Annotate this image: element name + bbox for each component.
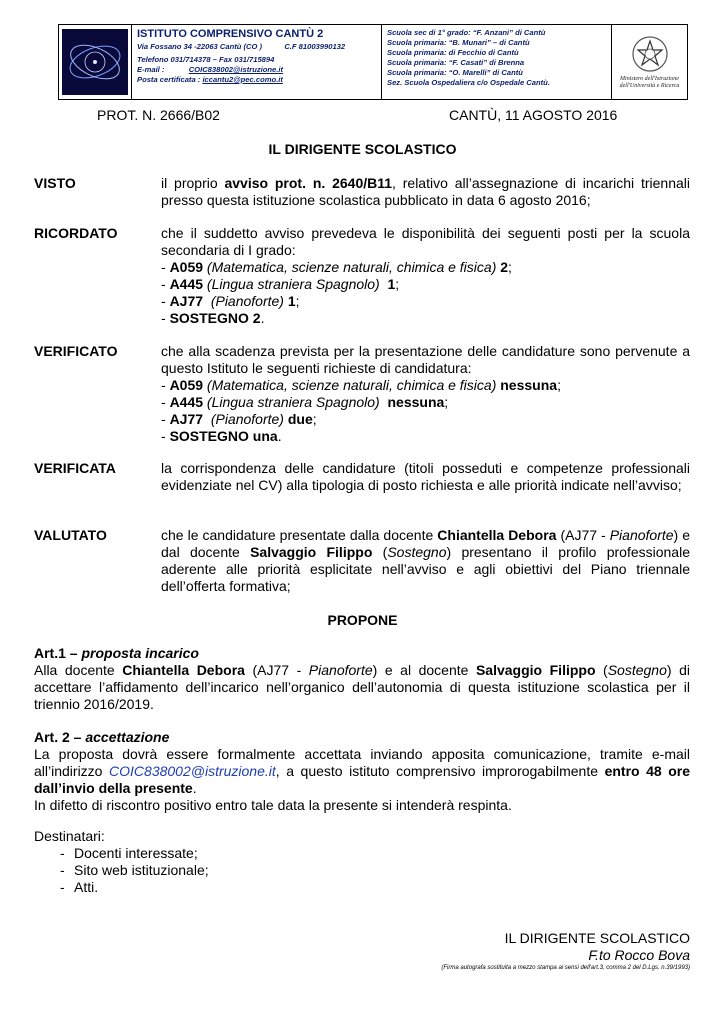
- verificata-text: la corrispondenza delle candidature (titoli posseduti e competenze professionali evidenziate nel CV) alla tipologia di posto richiesta e alle priorità indicate nell’avviso;: [161, 460, 690, 493]
- school-email-link[interactable]: COIC838002@istruzione.it: [188, 65, 284, 74]
- branch-item: Scuola primaria: di Fecchio di Cantù: [387, 48, 519, 57]
- valutato-label: VALUTATO: [34, 527, 107, 543]
- list-item: - A059 (Matematica, scienze naturali, chimica e fisica) 2;: [161, 259, 512, 275]
- school-branches: [382, 25, 612, 99]
- section-valutato: VALUTATO che le candidature presentate dalla docente Chiantella Debora (AJ77 - Pianoforte) e dal docente Salvaggio Filippo (Sostegno) presentano il profilo professionale aderente alle priorità esplicitate nell’avviso e agli obiettivi del Piano triennale dell’offerta formativa;: [34, 527, 691, 594]
- school-phone: Telefono 031/714378 – Fax 031/715894: [137, 55, 275, 64]
- ministry-block: [612, 25, 687, 99]
- acceptance-email-link[interactable]: COIC838002@istruzione.it: [109, 763, 276, 779]
- article-2-text: La proposta dovrà essere formalmente accettata inviando apposita comunicazione, tramite e-mail all’indirizzo COIC838002@istruzione.it, a questo istituto comprensivo improrogabilmente entro 48 ore dall’invio della presente.: [34, 746, 691, 796]
- branch-item: Sez. Scuola Ospedaliera c/o Ospedale Cantù.: [387, 78, 550, 87]
- article-2-heading: Art. 2 – accettazione: [34, 729, 170, 745]
- ricordato-intro: che il suddetto avviso prevedeva le disponibilità dei seguenti posti per la scuola secondaria di I grado:: [161, 225, 690, 258]
- section-visto: VISTO il proprio avviso prot. n. 2640/B11, relativo all’assegnazione di incarichi triennali presso questa istituzione scolastica pubblicato in data 6 agosto 2016;: [34, 175, 690, 208]
- branch-item: Scuola primaria: “B. Munari” – di Cantù: [387, 38, 530, 47]
- signature-name: F.to Rocco Bova: [588, 947, 690, 963]
- visto-label: VISTO: [34, 175, 76, 191]
- recipients-list: [34, 845, 690, 896]
- signature-role: IL DIRIGENTE SCOLASTICO: [504, 930, 690, 946]
- section-ricordato: [34, 225, 690, 327]
- recipients: [34, 828, 690, 896]
- article-1-heading: Art.1 – proposta incarico: [34, 645, 199, 661]
- verificato-label: VERIFICATO: [34, 343, 118, 359]
- branch-item: Scuola primaria: “F. Casati” di Brenna: [387, 58, 525, 67]
- branch-item: Scuola sec di 1° grado: “F. Anzani” di Cantù: [387, 28, 546, 37]
- signature-note: (Firma autografa sostituita a mezzo stampa ai sensi dell'art.3, comma 2 del D.Lgs. n.39/1993): [441, 965, 690, 971]
- ministry-line2: dell'Università e Ricerca: [619, 83, 680, 89]
- school-pec-link[interactable]: iccantu2@pec.como.it: [202, 75, 283, 84]
- article-2-note: In difetto di riscontro positivo entro tale data la presente si intenderà respinta.: [34, 797, 512, 813]
- list-item: - Docenti interessate;: [34, 845, 690, 862]
- ministry-line1: Ministero dell'Istruzione: [620, 76, 679, 82]
- verificata-label: VERIFICATA: [34, 460, 116, 476]
- list-item: - Sito web istituzionale;: [34, 862, 690, 879]
- email-label: E-mail :: [137, 65, 165, 74]
- school-logo: [59, 25, 132, 99]
- section-verificato: [34, 343, 690, 445]
- list-item: - SOSTEGNO 2.: [161, 310, 265, 326]
- section-verificata: [34, 460, 690, 494]
- signature-block: [441, 930, 690, 972]
- article-2: [34, 729, 690, 814]
- school-info: [132, 25, 382, 99]
- list-item: - A059 (Matematica, scienze naturali, chimica e fisica) nessuna;: [161, 377, 561, 393]
- school-logo-icon: [65, 32, 125, 92]
- document-date: CANTÙ, 11 AGOSTO 2016: [449, 107, 618, 123]
- letterhead: [58, 24, 688, 100]
- list-item: - AJ77 (Pianoforte) 1;: [161, 293, 300, 309]
- school-address: Via Fossano 34 -22063 Cantù (CO ): [137, 42, 263, 51]
- republic-emblem-icon: [630, 34, 670, 74]
- list-item: - A445 (Lingua straniera Spagnolo) 1;: [161, 276, 400, 292]
- recipients-label: Destinatari:: [34, 828, 105, 844]
- article-1-text: Alla docente Chiantella Debora (AJ77 - Pianoforte) e al docente Salvaggio Filippo (Sostegno) di accettare l’affidamento dell’incarico nell’organico dell’autonomia di questa istituzione scolastica per il triennio 2016/2019.: [34, 662, 690, 712]
- document-title: IL DIRIGENTE SCOLASTICO: [268, 141, 457, 157]
- article-1: [34, 645, 690, 713]
- list-item: - SOSTEGNO una.: [161, 428, 282, 444]
- protocol-number: PROT. N. 2666/B02: [97, 107, 220, 123]
- list-item: - A445 (Lingua straniera Spagnolo) nessuna;: [161, 394, 449, 410]
- pec-label: Posta certificata :: [137, 75, 201, 84]
- school-name: ISTITUTO COMPRENSIVO CANTÙ 2: [137, 28, 324, 40]
- propone-heading: PROPONE: [327, 612, 398, 628]
- list-item: - Atti.: [34, 879, 690, 896]
- school-cf: C.F 81003990132: [284, 42, 346, 51]
- list-item: - AJ77 (Pianoforte) due;: [161, 411, 317, 427]
- branch-item: Scuola primaria: “O. Marelli” di Cantù: [387, 68, 523, 77]
- ricordato-label: RICORDATO: [34, 225, 118, 241]
- verificato-intro: che alla scadenza prevista per la presentazione delle candidature sono pervenute a questo Istituto le seguenti richieste di candidatura:: [161, 343, 690, 376]
